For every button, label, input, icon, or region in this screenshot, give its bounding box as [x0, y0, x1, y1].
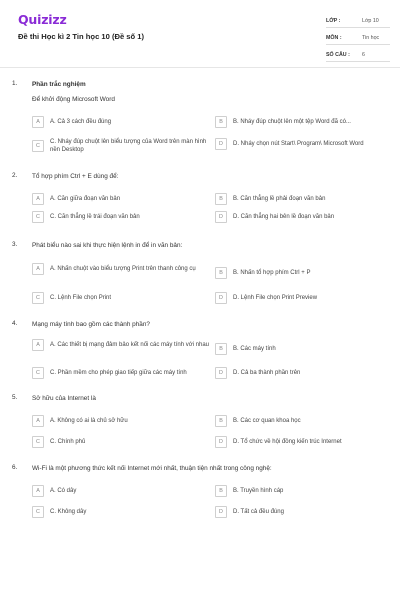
option-text: B. Nháy đúp chuột lên một tệp Word đã có... [233, 118, 351, 125]
option-text: A. Nhấn chuột vào biểu tượng Print trên thanh công cụ [50, 265, 196, 272]
option-letter-box: B [215, 267, 227, 279]
meta-subject-row [326, 31, 390, 45]
option-text: A. Các thiết bị mạng đảm bảo kết nối các máy tính với nhau [50, 341, 210, 348]
option-a[interactable] [32, 263, 212, 275]
option-text: D. Cả ba thành phần trên [233, 369, 301, 376]
option-letter-box: D [215, 436, 227, 448]
option-a[interactable] [32, 415, 212, 427]
question-1 [12, 80, 392, 154]
option-letter-box: B [215, 193, 227, 205]
meta-panel [326, 14, 390, 65]
question-text: Wi-Fi là một phương thức kết nối Internet mới nhất, thuận tiện nhất trong công nghệ: [32, 465, 272, 472]
meta-count-label: SỐ CÂU : [326, 51, 350, 58]
option-text: C. Căn thẳng lề trái đoạn văn bản [50, 213, 140, 220]
option-text: A. Căn giữa đoạn văn bản [50, 195, 121, 202]
page-title: Đề thi Học kì 2 Tin học 10 (Đề số 1) [18, 32, 145, 41]
question-text: Sở hữu của Internet là [32, 395, 96, 402]
option-b[interactable] [215, 485, 395, 497]
option-letter-box: C [32, 292, 44, 304]
option-text: C. Phần mềm cho phép giao tiếp giữa các máy tính [50, 369, 187, 376]
option-text: D. Nháy chọn nút Start\ Program\ Microsoft Word [233, 140, 364, 147]
meta-count-row [326, 48, 390, 62]
option-a[interactable] [32, 116, 212, 128]
option-a[interactable] [32, 193, 212, 205]
question-2 [12, 172, 392, 220]
question-3 [12, 241, 392, 301]
option-text: C. Nháy đúp chuột lên biểu tượng của Word trên màn hình nền Desktop [50, 139, 207, 154]
option-letter-box: A [32, 263, 44, 275]
question-text: Mạng máy tính bao gồm các thành phần? [32, 321, 150, 328]
option-text: D. Lệnh File chọn Print Preview [233, 294, 318, 301]
option-d[interactable] [215, 436, 395, 448]
option-text: C. Không dây [50, 508, 87, 515]
option-letter-box: A [32, 193, 44, 205]
meta-class-value: Lớp 10 [362, 17, 379, 24]
option-letter-box: B [215, 343, 227, 355]
option-letter-box: B [215, 485, 227, 497]
option-text: D. Căn thẳng hai bên lề đoạn văn bản [233, 213, 335, 220]
option-c[interactable] [32, 211, 212, 223]
option-text: B. Truyền hình cáp [233, 487, 284, 494]
option-b[interactable] [215, 343, 395, 355]
option-text: A. Cả 3 cách đều đúng [50, 118, 112, 125]
option-letter-box: A [32, 116, 44, 128]
option-text: A. Có dây [50, 487, 77, 494]
option-text: B. Nhấn tổ hợp phím Ctrl + P [233, 269, 311, 276]
option-letter-box: D [215, 292, 227, 304]
option-text: B. Các cơ quan khoa học [233, 417, 301, 424]
question-6 [12, 464, 392, 515]
option-d[interactable] [215, 138, 395, 150]
option-text: D. Tất cả đều đúng [233, 508, 284, 515]
option-a[interactable] [32, 485, 212, 497]
option-text: C. Chính phủ [50, 438, 86, 445]
option-d[interactable] [215, 367, 395, 379]
option-text: D. Tổ chức về hội đồng kiến trúc Internet [233, 438, 342, 445]
question-text: Tổ hợp phím Ctrl + E dùng để: [32, 173, 119, 180]
question-subtext: Để khởi động Microsoft Word [32, 96, 115, 103]
option-text: C. Lệnh File chọn Print [50, 294, 112, 301]
question-number: 1. [12, 80, 18, 87]
meta-class-row [326, 14, 390, 28]
option-letter-box: D [215, 506, 227, 518]
option-letter-box: A [32, 485, 44, 497]
option-letter-box: C [32, 367, 44, 379]
option-letter-box: B [215, 116, 227, 128]
option-c[interactable] [32, 436, 212, 448]
option-c[interactable] [32, 367, 212, 379]
option-b[interactable] [215, 267, 395, 279]
option-c[interactable] [32, 292, 212, 304]
option-letter-box: D [215, 367, 227, 379]
option-text: B. Căn thẳng lề phải đoạn văn bản [233, 195, 326, 202]
option-a[interactable] [32, 339, 212, 351]
option-d[interactable] [215, 292, 395, 304]
option-letter-box: C [32, 140, 44, 152]
quizizz-logo: Quizizz [18, 12, 67, 27]
question-4 [12, 320, 392, 376]
option-letter-box: A [32, 339, 44, 351]
option-letter-box: B [215, 415, 227, 427]
question-5 [12, 394, 392, 445]
question-text: Phát biểu nào sai khi thực hiện lệnh in để in văn bản: [32, 242, 183, 249]
question-number: 5. [12, 394, 18, 401]
option-text: B. Các máy tính [233, 345, 276, 352]
option-text: A. Không có ai là chủ sở hữu [50, 417, 128, 424]
meta-class-label: LỚP : [326, 17, 341, 24]
option-letter-box: D [215, 211, 227, 223]
meta-count-value: 6 [362, 51, 365, 58]
header-divider [0, 67, 400, 68]
meta-subject-label: MÔN : [326, 34, 342, 41]
option-d[interactable] [215, 211, 395, 223]
meta-subject-value: Tin học [362, 34, 380, 41]
option-b[interactable] [215, 415, 395, 427]
question-number: 6. [12, 464, 18, 471]
option-b[interactable] [215, 193, 395, 205]
option-c[interactable] [32, 138, 212, 154]
option-letter-box: C [32, 506, 44, 518]
question-number: 2. [12, 172, 18, 179]
option-c[interactable] [32, 506, 212, 518]
question-number: 3. [12, 241, 18, 248]
option-letter-box: C [32, 211, 44, 223]
option-letter-box: A [32, 415, 44, 427]
option-b[interactable] [215, 116, 395, 128]
question-text: Phần trắc nghiệm [32, 81, 86, 88]
option-letter-box: D [215, 138, 227, 150]
option-letter-box: C [32, 436, 44, 448]
option-d[interactable] [215, 506, 395, 518]
question-number: 4. [12, 320, 18, 327]
